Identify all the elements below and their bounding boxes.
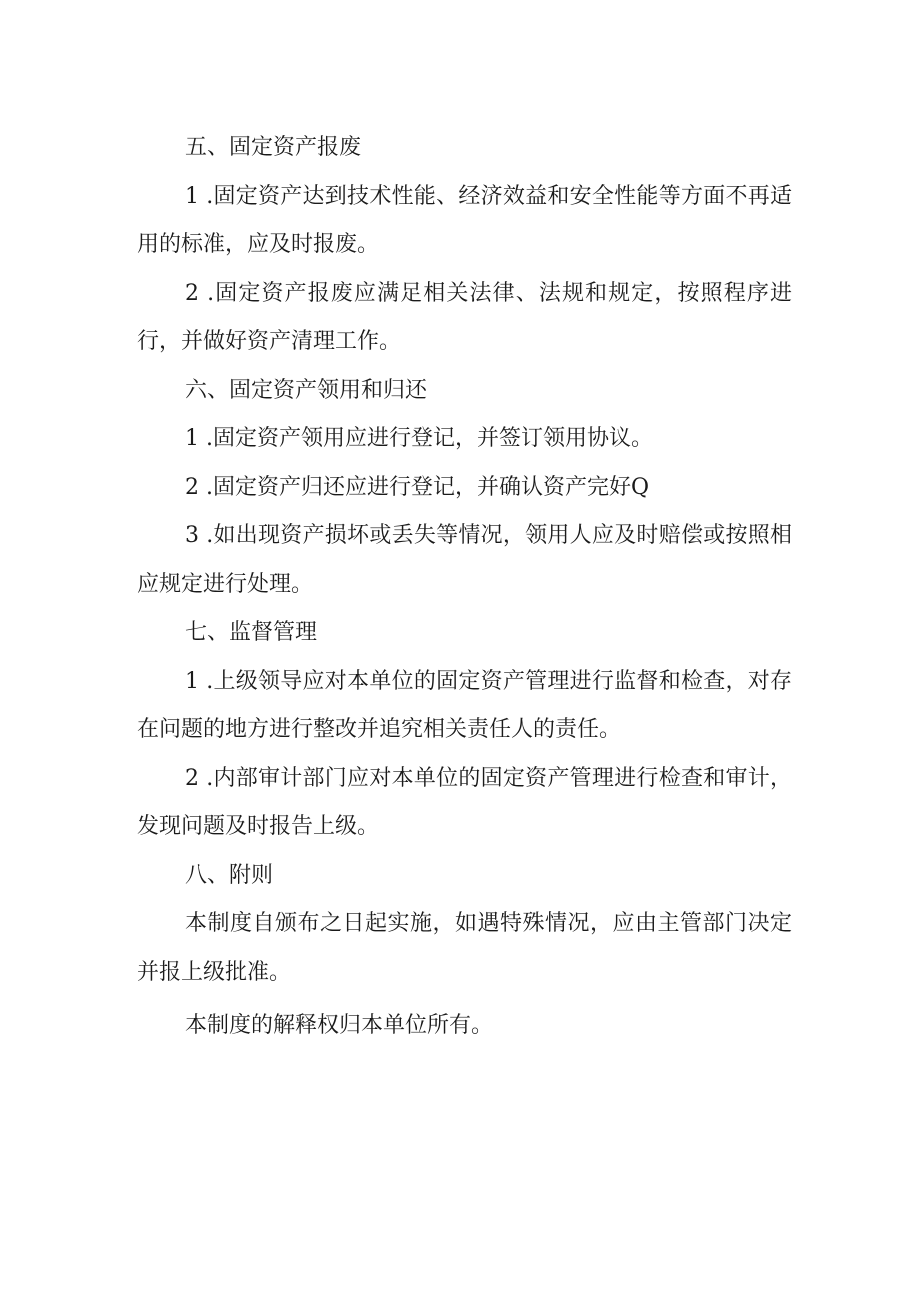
paragraph-scrapping-2: 2 .固定资产报废应满足相关法律、法规和规定，按照程序进行，并做好资产清理工作。: [137, 280, 792, 354]
document-body: [137, 124, 792, 1051]
section-heading-borrow-return: 六、固定资产领用和归还: [185, 377, 428, 403]
paragraph-borrow-return-2: 2 .固定资产归还应进行登记，并确认资产完好Q: [185, 474, 650, 500]
paragraph-scrapping-1: 1 .固定资产达到技术性能、经济效益和安全性能等方面不再适用的标准，应及时报废。: [137, 183, 792, 257]
paragraph-borrow-return-3: 3 .如出现资产损坏或丢失等情况，领用人应及时赔偿或按照相应规定进行处理。: [137, 523, 792, 597]
paragraph-supervision-1: 1 .上级领导应对本单位的固定资产管理进行监督和检查，对存在问题的地方进行整改并追究相关责任人的责任。: [137, 668, 792, 742]
section-heading-scrapping: 五、固定资产报废: [185, 135, 362, 160]
paragraph-supervision-2: 2 .内部审计部门应对本单位的固定资产管理进行检查和审计，发现问题及时报告上级。: [137, 765, 792, 839]
section-heading-supervision: 七、监督管理: [185, 620, 318, 645]
section-heading-appendix: 八、附则: [185, 862, 274, 888]
paragraph-borrow-return-1: 1 .固定资产领用应进行登记，并签订领用协议。: [185, 426, 653, 451]
paragraph-appendix-1: 本制度自颁布之日起实施，如遇特殊情况，应由主管部门决定并报上级批准。: [137, 911, 792, 985]
paragraph-appendix-2: 本制度的解释权归本单位所有。: [185, 1013, 494, 1038]
